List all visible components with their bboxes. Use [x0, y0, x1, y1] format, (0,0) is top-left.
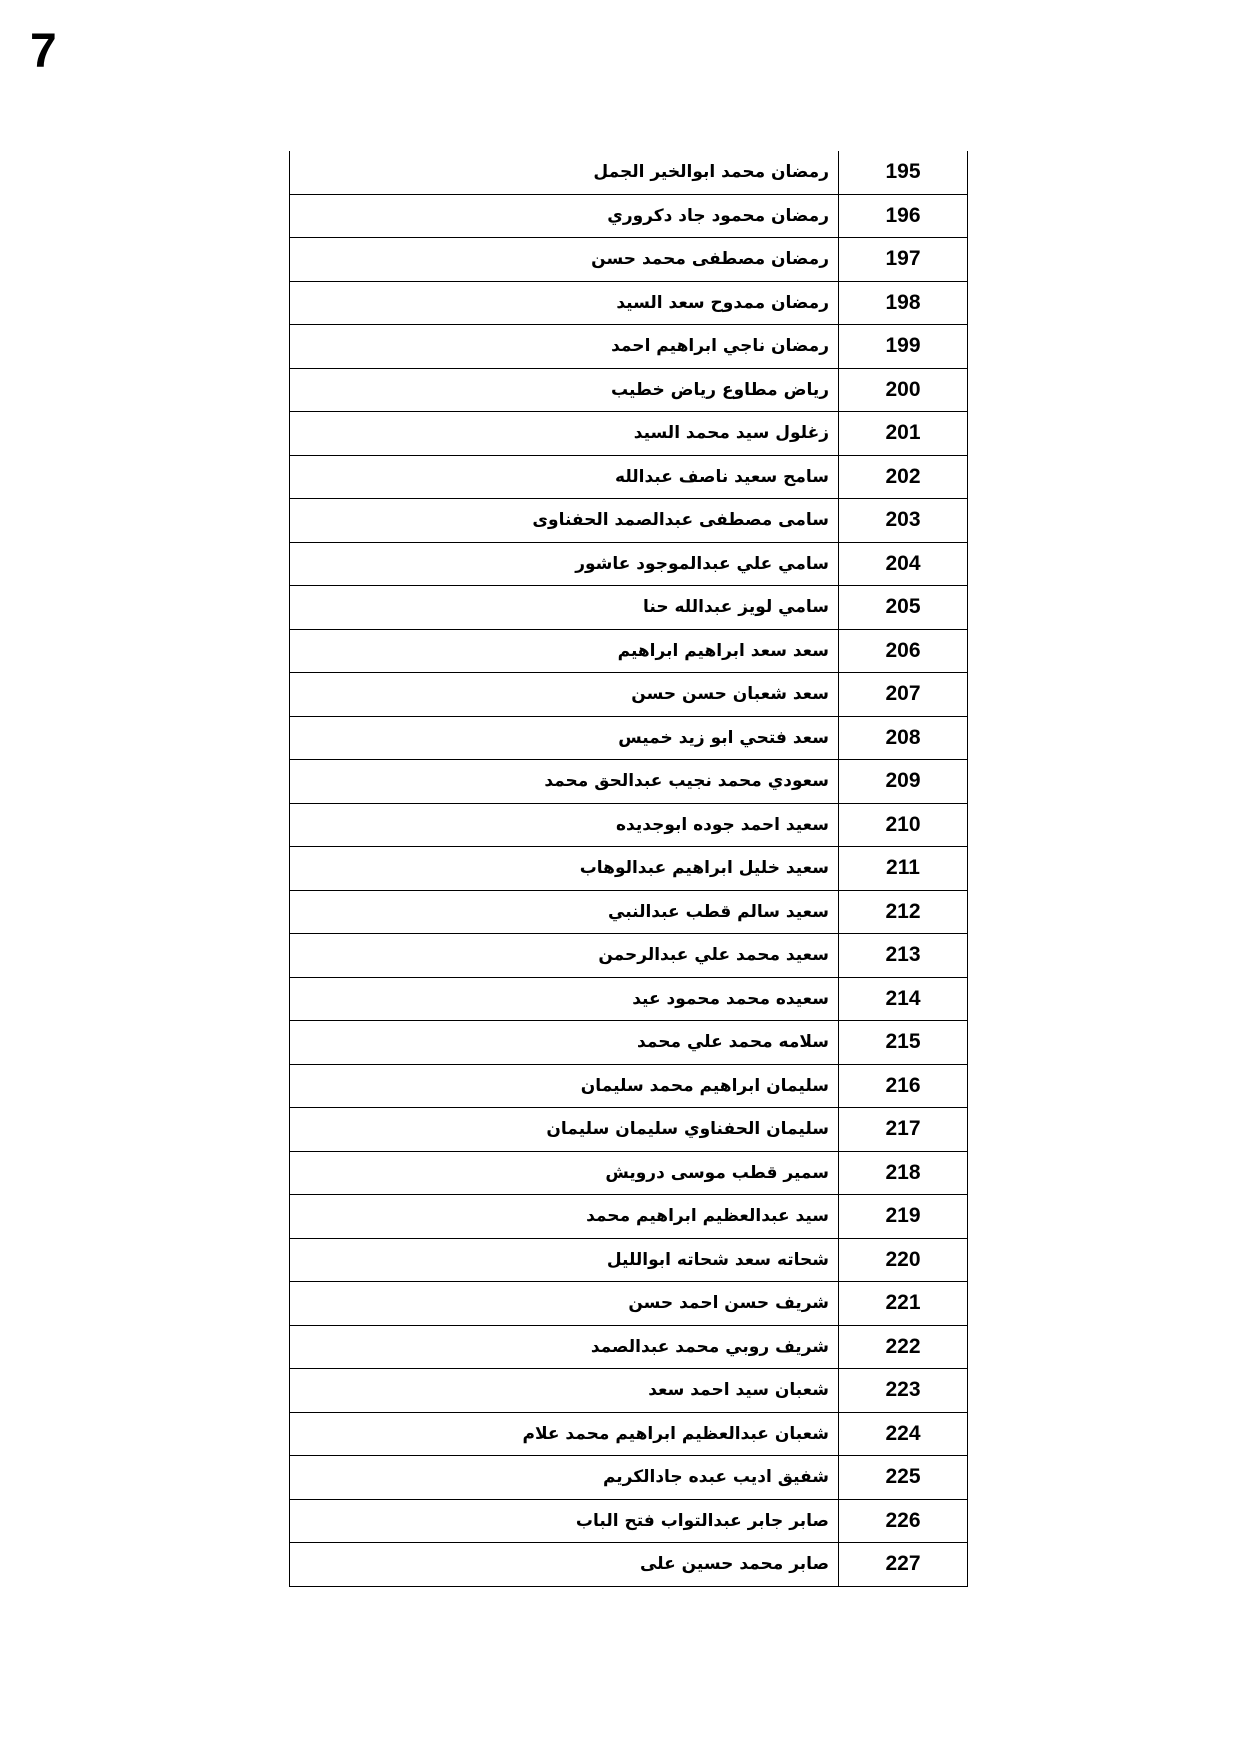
row-number-cell: 209 — [839, 760, 968, 804]
table-row — [290, 1238, 968, 1282]
row-number-cell: 224 — [839, 1412, 968, 1456]
row-number-cell: 208 — [839, 716, 968, 760]
row-number-cell: 218 — [839, 1151, 968, 1195]
row-number-cell: 196 — [839, 194, 968, 238]
table-row — [290, 629, 968, 673]
name-cell: صابر جابر عبدالتواب فتح الباب — [290, 1499, 839, 1543]
name-cell: سعودي محمد نجيب عبدالحق محمد — [290, 760, 839, 804]
name-cell: سمير قطب موسى درويش — [290, 1151, 839, 1195]
table-row — [290, 281, 968, 325]
name-cell: رمضان محمود جاد دكروري — [290, 194, 839, 238]
name-cell: رمضان ناجي ابراهيم احمد — [290, 325, 839, 369]
name-cell: سعيد محمد علي عبدالرحمن — [290, 934, 839, 978]
name-cell: زغلول سيد محمد السيد — [290, 412, 839, 456]
row-number-cell: 195 — [839, 151, 968, 194]
name-cell: رياض مطاوع رياض خطيب — [290, 368, 839, 412]
table-row — [290, 1369, 968, 1413]
row-number-cell: 198 — [839, 281, 968, 325]
name-cell: سلامه محمد علي محمد — [290, 1021, 839, 1065]
table-row — [290, 412, 968, 456]
table-row — [290, 1456, 968, 1500]
row-number-cell: 216 — [839, 1064, 968, 1108]
table-row — [290, 1064, 968, 1108]
row-number-cell: 205 — [839, 586, 968, 630]
name-cell: سعيد احمد جوده ابوجديده — [290, 803, 839, 847]
name-cell: سعد فتحي ابو زيد خميس — [290, 716, 839, 760]
table-row — [290, 368, 968, 412]
table-row — [290, 151, 968, 194]
table-row — [290, 934, 968, 978]
row-number-cell: 202 — [839, 455, 968, 499]
row-number-cell: 203 — [839, 499, 968, 543]
name-cell: شحاته سعد شحاته ابوالليل — [290, 1238, 839, 1282]
name-cell: سليمان الحفناوي سليمان سليمان — [290, 1108, 839, 1152]
table-row — [290, 455, 968, 499]
table-body — [290, 151, 968, 1586]
row-number-cell: 225 — [839, 1456, 968, 1500]
name-cell: سامى مصطفى عبدالصمد الحفناوى — [290, 499, 839, 543]
row-number-cell: 212 — [839, 890, 968, 934]
table-row — [290, 499, 968, 543]
table-row — [290, 1543, 968, 1587]
table-row — [290, 977, 968, 1021]
name-cell: سليمان ابراهيم محمد سليمان — [290, 1064, 839, 1108]
row-number-cell: 217 — [839, 1108, 968, 1152]
table-row — [290, 890, 968, 934]
table-row — [290, 1325, 968, 1369]
names-table — [289, 151, 968, 1587]
table-row — [290, 1412, 968, 1456]
name-cell: سامي لويز عبدالله حنا — [290, 586, 839, 630]
name-cell: شريف حسن احمد حسن — [290, 1282, 839, 1326]
name-cell: رمضان ممدوح سعد السيد — [290, 281, 839, 325]
name-cell: شعبان عبدالعظيم ابراهيم محمد علام — [290, 1412, 839, 1456]
row-number-cell: 223 — [839, 1369, 968, 1413]
table-row — [290, 325, 968, 369]
table-row — [290, 1021, 968, 1065]
name-cell: سعيد خليل ابراهيم عبدالوهاب — [290, 847, 839, 891]
row-number-cell: 206 — [839, 629, 968, 673]
row-number-cell: 219 — [839, 1195, 968, 1239]
name-cell: شعبان سيد احمد سعد — [290, 1369, 839, 1413]
table-row — [290, 716, 968, 760]
name-cell: سيد عبدالعظيم ابراهيم محمد — [290, 1195, 839, 1239]
table-row — [290, 194, 968, 238]
table-row — [290, 1151, 968, 1195]
table-row — [290, 760, 968, 804]
row-number-cell: 213 — [839, 934, 968, 978]
table-row — [290, 586, 968, 630]
table-row — [290, 673, 968, 717]
name-cell: صابر محمد حسين على — [290, 1543, 839, 1587]
name-cell: سامي علي عبدالموجود عاشور — [290, 542, 839, 586]
name-cell: شفيق اديب عبده جادالكريم — [290, 1456, 839, 1500]
name-cell: سعد سعد ابراهيم ابراهيم — [290, 629, 839, 673]
row-number-cell: 221 — [839, 1282, 968, 1326]
row-number-cell: 207 — [839, 673, 968, 717]
table-row — [290, 803, 968, 847]
table-row — [290, 1195, 968, 1239]
row-number-cell: 200 — [839, 368, 968, 412]
name-cell: سعد شعبان حسن حسن — [290, 673, 839, 717]
name-cell: رمضان مصطفى محمد حسن — [290, 238, 839, 282]
row-number-cell: 222 — [839, 1325, 968, 1369]
page-number: 7 — [30, 25, 57, 78]
name-cell: سعيده محمد محمود عيد — [290, 977, 839, 1021]
row-number-cell: 211 — [839, 847, 968, 891]
row-number-cell: 199 — [839, 325, 968, 369]
table-row — [290, 1282, 968, 1326]
row-number-cell: 226 — [839, 1499, 968, 1543]
row-number-cell: 215 — [839, 1021, 968, 1065]
name-cell: رمضان محمد ابوالخير الجمل — [290, 151, 839, 194]
row-number-cell: 201 — [839, 412, 968, 456]
row-number-cell: 220 — [839, 1238, 968, 1282]
name-cell: سامح سعيد ناصف عبدالله — [290, 455, 839, 499]
table-row — [290, 542, 968, 586]
row-number-cell: 204 — [839, 542, 968, 586]
table-row — [290, 1499, 968, 1543]
row-number-cell: 197 — [839, 238, 968, 282]
table-row — [290, 847, 968, 891]
row-number-cell: 214 — [839, 977, 968, 1021]
row-number-cell: 210 — [839, 803, 968, 847]
table-row — [290, 1108, 968, 1152]
name-cell: سعيد سالم قطب عبدالنبي — [290, 890, 839, 934]
table-row — [290, 238, 968, 282]
name-cell: شريف روبي محمد عبدالصمد — [290, 1325, 839, 1369]
row-number-cell: 227 — [839, 1543, 968, 1587]
